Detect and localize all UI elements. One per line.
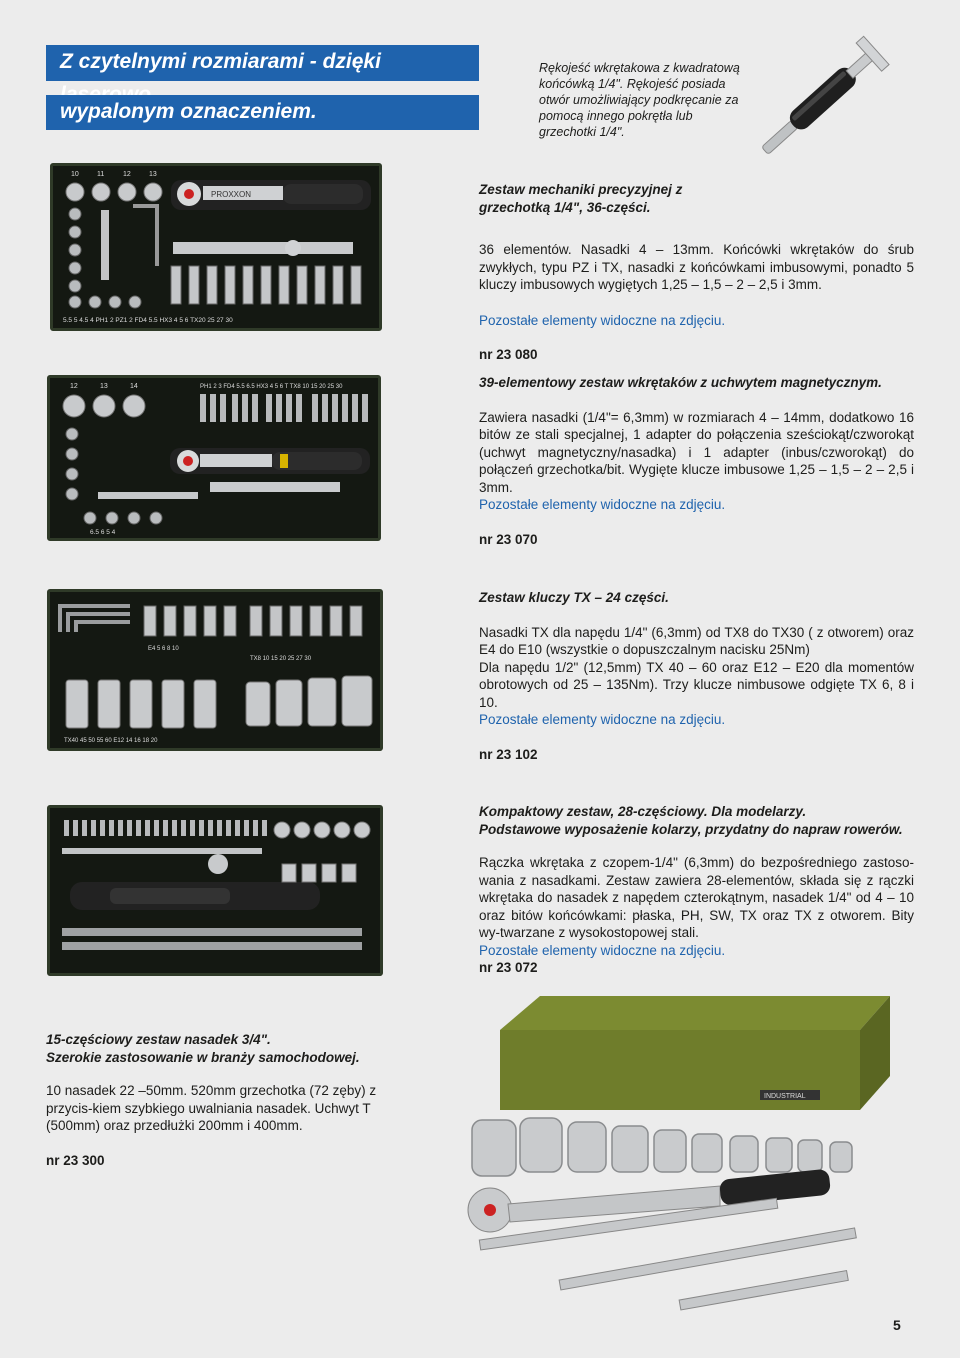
svg-text:6.5 6 5 4: 6.5 6 5 4	[90, 529, 116, 536]
product-23300-text	[46, 1031, 418, 1169]
title-banner-line2	[46, 95, 479, 130]
product-heading-1-text: Kompaktowy zestaw, 28-częściowy. Dla modelarzy.	[479, 804, 807, 819]
product-23102-text	[479, 589, 914, 763]
product-heading-2: Szerokie zastosowanie w branży samochodowej.	[46, 1049, 360, 1065]
svg-text:5.5 5 4.5 4 PH1: 5.5 5 4.5 4 PH1 2 PZ1 2 FD4 5.5 HX3 4 5 6 TX20 25 27 30	[63, 317, 233, 324]
product-body: 36 elementów. Nasadki 4 – 13mm. Końcówki wkrętaków do śrub zwykłych, typu PZ i TX, nasadki z końcówkami imbusowymi, ponadto 5 kluczy imbusowych wygiętych 1,25 – 1,5 – 2 – 2,5 i 3mm.	[479, 242, 914, 292]
product-body-2: Dla napędu 1/2" (12,5mm) TX 40 – 60 oraz E12 – E20 dla momentów obrotowych od 25 – 135Nm). Trzy klucze nimbusowe odgięte TX 6, 8 i 10.	[479, 659, 914, 710]
case1-label: 10	[71, 171, 79, 178]
product-number: nr 23 102	[479, 746, 538, 762]
product-23070-text	[479, 374, 914, 548]
case1-label: 13	[149, 171, 157, 178]
product-number: nr 23 080	[479, 347, 538, 362]
title-banner-line1	[46, 45, 479, 81]
product-note: Pozostałe elementy widoczne na zdjęciu.	[479, 712, 726, 727]
product-image-23072	[47, 805, 383, 976]
product-image-23102	[47, 589, 383, 751]
product-heading-1: 15-częściowy zestaw nasadek 3/4".	[46, 1032, 271, 1047]
title-text-2: wypalonym oznaczeniem.	[60, 100, 317, 123]
product-number: nr 23 300	[46, 1152, 105, 1168]
product-heading: Zestaw mechaniki precyzyjnej z grzechotką 1/4", 36-części.	[479, 182, 683, 215]
svg-text:TX40 45 50 5: TX40 45 50 55 60 E12 14 16 18 20	[64, 738, 158, 744]
product-heading: 39-elementowy zestaw wkrętaków z uchwytem magnetycznym.	[479, 375, 882, 390]
product-heading-1	[479, 803, 914, 821]
product-body-1: Nasadki TX dla napędu 1/4" (6,3mm) od TX8 do TX30 ( z otworem) oraz E4 do E10 (wszystkie o dopuszczalnym nacisku 25Nm)	[479, 624, 914, 657]
product-heading: Zestaw kluczy TX – 24 części.	[479, 590, 669, 605]
svg-text:E4 5 6 8 10: E4 5 6 8 10	[148, 646, 179, 652]
handle-description-text: Rękojeść wkrętakowa z kwadratową końcówką 1/4". Rękojeść posiada otwór umożliwiający podkręcanie za pomocą innego pokrętła lub grzechotki 1/4".	[539, 61, 740, 139]
svg-text:12: 12	[70, 383, 78, 390]
metal-case-brand: INDUSTRIAL	[764, 1093, 806, 1100]
brand-logo: PROXXON	[211, 190, 252, 199]
product-image-23300	[420, 990, 920, 1320]
product-23080-text	[479, 181, 914, 364]
product-number: nr 23 072	[479, 960, 538, 975]
product-23072-text	[479, 803, 914, 977]
product-heading-2: Podstawowe wyposażenie kolarzy, przydatny do napraw rowerów.	[479, 821, 903, 837]
product-note: Pozostałe elementy widoczne na zdjęciu.	[479, 942, 726, 958]
product-body: Rączka wkrętaka z czopem-1/4" (6,3mm) do bezpośredniego zastoso-wania z nasadkami. Zestaw zawiera 28-elementów, składa się z rączki wkrętaka do nasadek z napędem czterokątnym, nasadek 1/4" od 4 – 10 oraz bitów końcówkami: płaska, PH, SW, TX oraz TX z otworem. Bity wy-twarzane z wysokostopowej stali.	[479, 855, 914, 940]
svg-text:PH1 2 3 FD4 5.5 6.5 HX3 4: PH1 2 3 FD4 5.5 6.5 HX3 4 5 6 T TX8 10 15 20 25 30	[200, 384, 343, 390]
svg-text:TX8 10 15 20 25: TX8 10 15 20 25 27 30	[250, 656, 312, 662]
title-text-1: Z czytelnymi rozmiarami - dzięki	[60, 50, 381, 73]
product-image-23080	[50, 163, 382, 331]
page-number: 5	[893, 1317, 901, 1333]
svg-text:14: 14	[130, 383, 138, 390]
svg-text:13: 13	[100, 383, 108, 390]
product-body: Zawiera nasadki (1/4"= 6,3mm) w rozmiarach 4 – 14mm, dodatkowo 16 bitów ze stali specjalnej, 1 adapter do połączenia sześciokąt/czworokąt (uchwyt magnetyczny/nasadka) i 1 adapter (inbus/czworokąt) do połączeń grzechotka/bit. Wygięte klucze imbusowe 1,25 – 1,5 – 2 – 2,5 i 3mm.	[479, 409, 914, 495]
case1-label: 12	[123, 171, 131, 178]
product-number: nr 23 070	[479, 531, 538, 547]
t-handle-screwdriver-image	[735, 18, 915, 178]
product-image-23070	[47, 375, 381, 541]
case1-label: 11	[97, 171, 105, 178]
product-note: Pozostałe elementy widoczne na zdjęciu.	[479, 312, 726, 328]
product-note: Pozostałe elementy widoczne na zdjęciu.	[479, 497, 726, 512]
product-body: 10 nasadek 22 –50mm. 520mm grzechotka (72 zęby) z przycis-kiem szybkiego uwalniania nasadek. Uchwyt T (500mm) oraz przedłużki 200mm i 400mm.	[46, 1083, 377, 1133]
